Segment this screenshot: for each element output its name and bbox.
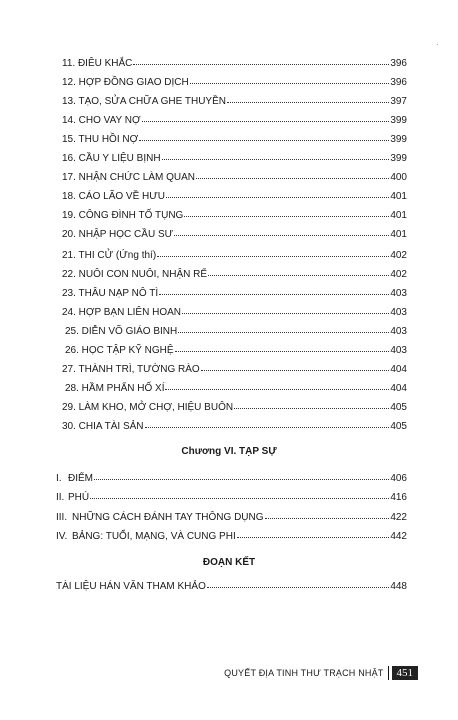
toc-entry-page: 405 — [390, 421, 407, 432]
toc-entry — [62, 306, 407, 319]
dot-leader — [178, 324, 389, 333]
toc-entry-label: 26. HỌC TẬP KỸ NGHỆ — [65, 345, 174, 356]
toc-entry-page: 401 — [390, 229, 407, 240]
toc-entry — [62, 57, 407, 70]
toc-entry — [62, 228, 407, 241]
toc-entry-page: 442 — [390, 531, 407, 542]
dot-leader — [190, 75, 390, 84]
dot-leader — [90, 490, 389, 499]
toc-entry-label: 28. HẦM PHẨN HỐ XÍ — [65, 383, 165, 394]
dot-leader — [184, 208, 389, 217]
toc-entry-page: 402 — [390, 250, 407, 261]
toc-entry-page: 399 — [390, 134, 407, 145]
toc-entry-label: PHÚ — [68, 492, 90, 503]
toc-entry-label: 30. CHIA TÀI SẢN — [62, 421, 144, 432]
toc-entry-label: 29. LÀM KHO, MỞ CHỢ, HIỆU BUÔN — [62, 402, 234, 413]
toc-entry-label: 14. CHO VAY NỢ — [62, 115, 141, 126]
chapter-heading: Chương VI. TẠP SỰ — [181, 446, 277, 457]
dot-leader — [175, 343, 390, 352]
toc-entry-page: 396 — [390, 58, 407, 69]
toc-entry-page: 404 — [390, 383, 407, 394]
toc-entry-page: 401 — [390, 210, 407, 221]
toc-entry — [62, 152, 407, 165]
toc-entry-label: BẢNG: TUỔI, MẠNG, VÀ CUNG PHI — [72, 531, 236, 542]
roman-numeral: I. — [56, 473, 62, 484]
dot-leader — [157, 248, 389, 257]
toc-entry — [62, 133, 407, 146]
toc-entry-page: 404 — [390, 364, 407, 375]
toc-entry-page: 403 — [390, 307, 407, 318]
dot-leader — [208, 267, 389, 276]
dot-leader — [94, 471, 389, 480]
footer-divider — [388, 666, 389, 680]
dot-leader — [174, 227, 389, 236]
dot-leader — [237, 529, 390, 538]
toc-entry-page: 401 — [390, 191, 407, 202]
toc-entry-label: 23. THÂU NẠP NÔ TÌ — [62, 288, 159, 299]
toc-entry-label: 24. HỢP BẠN LIÊN HOAN — [62, 307, 181, 318]
toc-entry-label: 11. ĐIÊU KHẮC — [62, 58, 133, 69]
toc-entry — [65, 382, 407, 395]
toc-entry — [62, 76, 407, 89]
toc-entry-label: 12. HỢP ĐỒNG GIAO DỊCH — [62, 77, 189, 88]
toc-entry — [56, 511, 407, 524]
toc-entry-label: 17. NHẬN CHỨC LÀM QUAN — [62, 172, 196, 183]
toc-entry-page: 448 — [390, 581, 407, 592]
dot-leader — [196, 170, 389, 179]
dot-leader — [207, 579, 389, 588]
toc-entry-label: ĐIỂM — [68, 473, 93, 484]
toc-entry — [62, 420, 407, 433]
footer-page-number: 451 — [392, 666, 419, 680]
toc-entry — [65, 344, 407, 357]
toc-entry — [62, 171, 407, 184]
toc-entry-label: 25. DIỄN VÕ GIÁO BINH — [65, 326, 178, 337]
dot-leader — [165, 381, 389, 390]
toc-entry-label: 19. CÔNG ĐÌNH TỐ TỤNG — [62, 210, 184, 221]
toc-entry-page: 397 — [390, 96, 407, 107]
dot-leader — [227, 94, 389, 103]
toc-entry-page: 399 — [390, 115, 407, 126]
dot-leader — [201, 362, 390, 371]
toc-entry-page: 399 — [390, 153, 407, 164]
toc-entry — [56, 472, 407, 485]
page-footer — [224, 666, 418, 680]
toc-entry — [62, 114, 407, 127]
toc-entry-page: 406 — [390, 473, 407, 484]
dot-leader — [142, 113, 390, 122]
toc-entry-page: 396 — [390, 77, 407, 88]
dot-leader — [133, 56, 389, 65]
toc-entry-page: 422 — [390, 512, 407, 523]
toc-entry — [56, 530, 407, 543]
dot-leader — [139, 132, 389, 141]
toc-entry-label: 16. CẦU Y LIỆU BỊNH — [62, 153, 161, 164]
toc-entry — [62, 287, 407, 300]
dot-leader — [265, 510, 390, 519]
toc-entry-label: 27. THÀNH TRÌ, TƯỜNG RÀO — [62, 364, 200, 375]
dot-leader — [145, 419, 390, 428]
toc-entry-page: 402 — [390, 269, 407, 280]
toc-entry-label: 21. THI CỬ (Ứng thí) — [62, 250, 157, 261]
dot-leader — [166, 189, 389, 198]
toc-entry-page: 416 — [390, 492, 407, 503]
toc-entry-label: 18. CÁO LÃO VỀ HƯU — [62, 191, 166, 202]
toc-entry-label: 15. THU HỒI NỢ — [62, 134, 139, 145]
toc-entry — [56, 491, 407, 504]
toc-entry-page: 403 — [390, 345, 407, 356]
toc-entry — [62, 363, 407, 376]
toc-entry-page: 405 — [390, 402, 407, 413]
toc-entry — [62, 249, 407, 262]
toc-entry-label: 20. NHẬP HỌC CẦU SƯ — [62, 229, 174, 240]
toc-entry-page: 403 — [390, 326, 407, 337]
footer-book-title: QUYẾT ĐỊA TINH THƯ TRẠCH NHẬT — [224, 668, 384, 678]
dot-leader — [162, 151, 390, 160]
toc-entry — [62, 209, 407, 222]
toc-entry — [62, 268, 407, 281]
toc-entry — [56, 580, 407, 593]
toc-entry-page: 403 — [390, 288, 407, 299]
dot-leader — [234, 400, 389, 409]
toc-entry — [62, 401, 407, 414]
toc-entry-label: NHỮNG CÁCH ĐÁNH TAY THÔNG DỤNG — [72, 512, 264, 523]
toc-entry — [62, 95, 407, 108]
toc-entry-label: TÀI LIỆU HÁN VĂN THAM KHẢO — [56, 581, 206, 592]
conclusion-heading: ĐOẠN KẾT — [202, 557, 256, 568]
toc-entry-label: 13. TẠO, SỬA CHỮA GHE THUYỀN — [62, 96, 226, 107]
toc-entry-page: 400 — [390, 172, 407, 183]
toc-entry — [62, 190, 407, 203]
edge-mark: · — [436, 40, 439, 49]
roman-numeral: IV. — [56, 531, 68, 542]
toc-entry-label: 22. NUÔI CON NUÔI, NHẬN RỂ — [62, 269, 208, 280]
roman-numeral: III. — [56, 512, 68, 523]
dot-leader — [159, 286, 389, 295]
dot-leader — [182, 305, 389, 314]
roman-numeral: II. — [56, 492, 65, 503]
toc-entry — [65, 325, 407, 338]
